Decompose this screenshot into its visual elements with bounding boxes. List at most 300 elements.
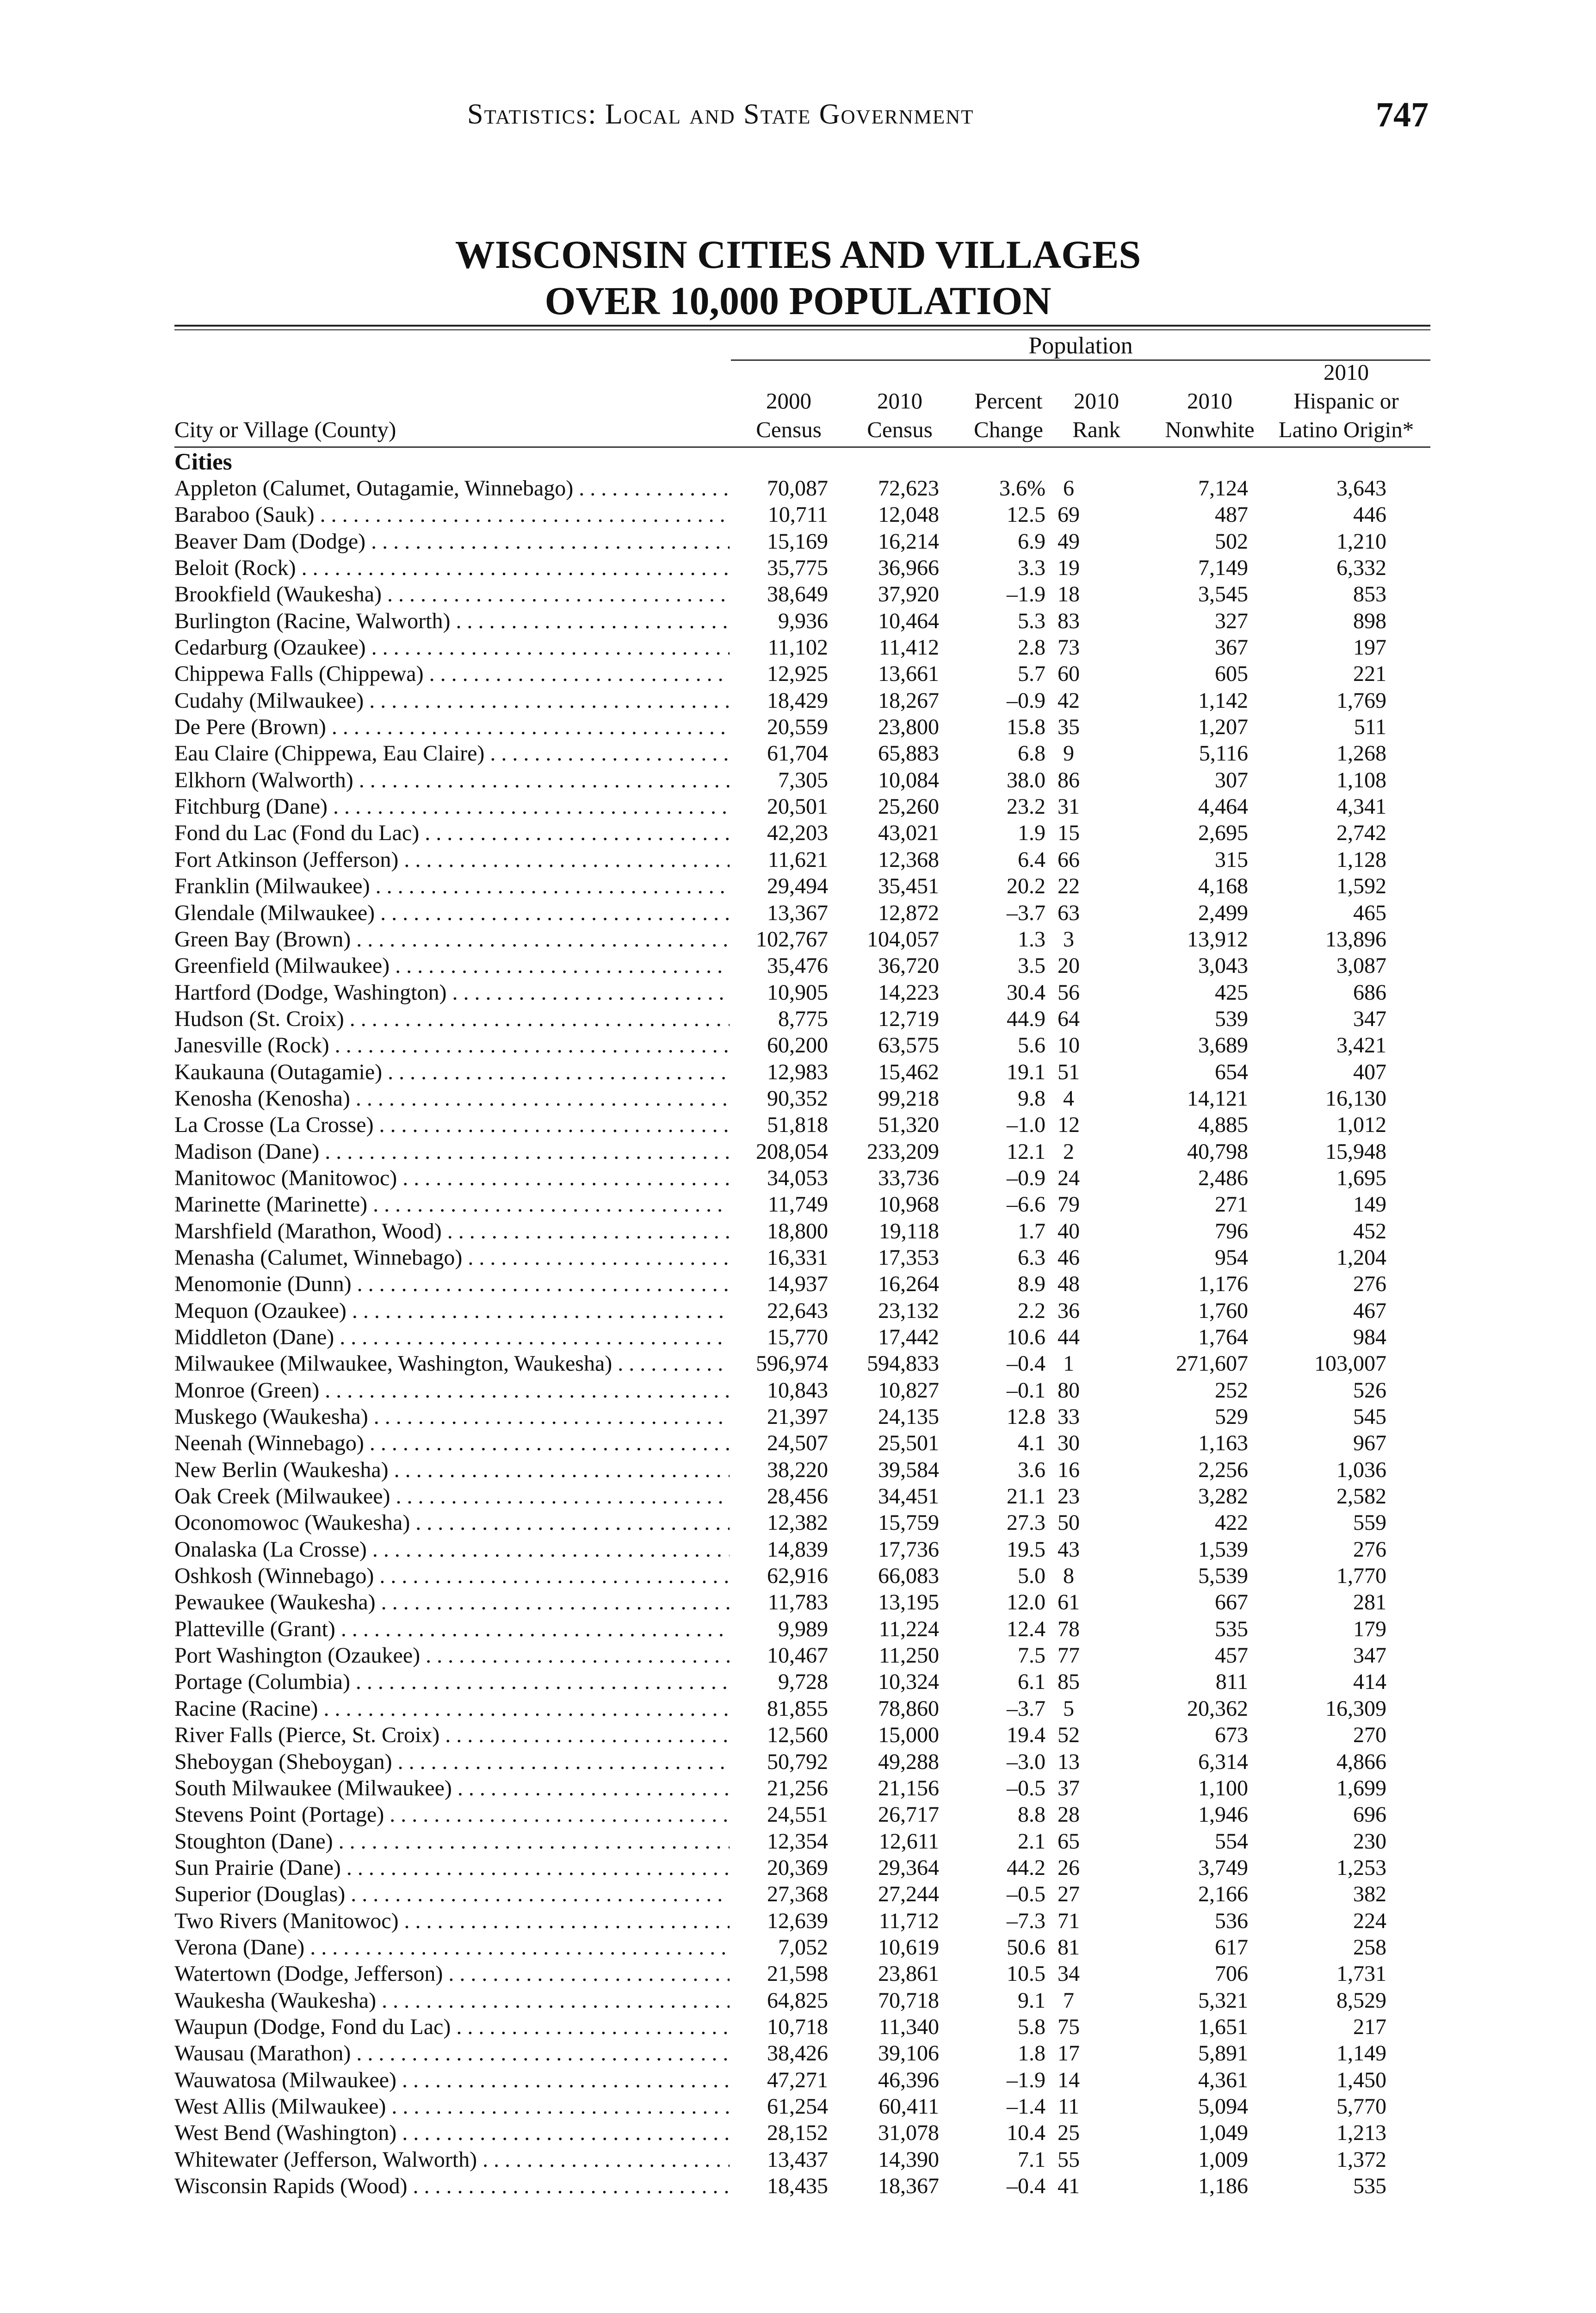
census-2000-cell: 42,203 <box>767 821 828 846</box>
rank-2010-cell: 27 <box>1058 1882 1080 1907</box>
city-name-cell: Muskego (Waukesha) . . . <box>174 1404 730 1430</box>
hispanic-2010-cell: 4,341 <box>1336 794 1386 819</box>
census-2000-cell: 34,053 <box>767 1165 828 1190</box>
census-2010-cell: 34,451 <box>878 1484 939 1509</box>
hispanic-2010-cell: 1,592 <box>1336 874 1386 899</box>
census-2000-cell: 20,369 <box>767 1855 828 1880</box>
census-2000-cell: 60,200 <box>767 1033 828 1058</box>
header-line: 2010 <box>877 388 922 414</box>
nonwhite-2010-cell: 539 <box>1215 1006 1248 1031</box>
percent-change-cell: 1.3 <box>1018 927 1045 952</box>
nonwhite-2010-cell: 5,539 <box>1198 1564 1248 1589</box>
rank-2010-cell: 56 <box>1058 980 1080 1005</box>
rank-2010-cell: 80 <box>1058 1378 1080 1403</box>
nonwhite-2010-cell: 529 <box>1215 1404 1248 1429</box>
census-2000-cell: 61,254 <box>767 2094 828 2119</box>
census-2000-cell: 21,256 <box>767 1775 828 1800</box>
hispanic-2010-cell: 535 <box>1353 2174 1386 2198</box>
rank-2010-cell: 8 <box>1063 1564 1074 1589</box>
percent-change-cell: 5.8 <box>1018 2014 1045 2039</box>
percent-change-cell: 50.6 <box>1007 1935 1045 1960</box>
nonwhite-2010-cell: 667 <box>1215 1590 1248 1615</box>
census-2000-cell: 12,560 <box>767 1723 828 1748</box>
table-row <box>0 1801 1596 1828</box>
census-2010-cell: 13,661 <box>878 662 939 686</box>
census-2000-cell: 38,649 <box>767 582 828 607</box>
hispanic-2010-cell: 407 <box>1353 1059 1386 1084</box>
census-2000-cell: 10,718 <box>767 2014 828 2039</box>
percent-change-cell: 6.9 <box>1018 529 1045 554</box>
hispanic-2010-cell: 1,731 <box>1336 1961 1386 1986</box>
nonwhite-2010-cell: 5,321 <box>1198 1988 1248 2013</box>
header-line: Latino Origin* <box>1278 417 1414 442</box>
city-name-cell: Kenosha (Kenosha) . . . <box>174 1085 730 1112</box>
nonwhite-2010-cell: 4,464 <box>1198 794 1248 819</box>
rank-2010-cell: 79 <box>1058 1192 1080 1217</box>
rank-2010-cell: 14 <box>1058 2067 1080 2092</box>
hispanic-2010-cell: 221 <box>1353 662 1386 686</box>
nonwhite-2010-cell: 3,749 <box>1198 1855 1248 1880</box>
census-2010-cell: 99,218 <box>878 1086 939 1111</box>
hispanic-2010-cell: 217 <box>1353 2014 1386 2039</box>
percent-change-cell: 19.1 <box>1007 1059 1045 1084</box>
hispanic-2010-cell: 984 <box>1353 1325 1386 1349</box>
percent-change-cell: 44.9 <box>1007 1006 1045 1031</box>
column-header-census-2000 <box>749 387 828 444</box>
header-line: Rank <box>1072 417 1120 442</box>
hispanic-2010-cell: 8,529 <box>1336 1988 1386 2013</box>
census-2010-cell: 17,442 <box>878 1325 939 1349</box>
table-row <box>0 1165 1596 1191</box>
table-row <box>0 1616 1596 1642</box>
census-2010-cell: 19,118 <box>878 1218 939 1243</box>
rank-2010-cell: 35 <box>1058 715 1080 740</box>
table-row <box>0 1908 1596 1934</box>
census-2000-cell: 7,305 <box>778 767 828 792</box>
hispanic-2010-cell: 276 <box>1353 1272 1386 1297</box>
nonwhite-2010-cell: 307 <box>1215 767 1248 792</box>
rank-2010-cell: 26 <box>1058 1855 1080 1880</box>
title-line-1: WISCONSIN CITIES AND VILLAGES <box>455 232 1141 277</box>
nonwhite-2010-cell: 6,314 <box>1198 1749 1248 1774</box>
census-2000-cell: 24,507 <box>767 1431 828 1456</box>
census-2000-cell: 15,770 <box>767 1325 828 1349</box>
percent-change-cell: 1.7 <box>1018 1218 1045 1243</box>
hispanic-2010-cell: 1,695 <box>1336 1165 1386 1190</box>
census-2000-cell: 14,937 <box>767 1272 828 1297</box>
city-name-cell: Wisconsin Rapids (Wood) . . . <box>174 2173 730 2199</box>
nonwhite-2010-cell: 5,891 <box>1198 2041 1248 2066</box>
table-row <box>0 1324 1596 1350</box>
census-2010-cell: 12,048 <box>878 502 939 527</box>
census-2000-cell: 81,855 <box>767 1696 828 1721</box>
census-2010-cell: 65,883 <box>878 741 939 766</box>
census-2010-cell: 15,000 <box>878 1723 939 1748</box>
percent-change-cell: 30.4 <box>1007 980 1045 1005</box>
census-2000-cell: 90,352 <box>767 1086 828 1111</box>
percent-change-cell: 10.4 <box>1007 2121 1045 2146</box>
hispanic-2010-cell: 1,253 <box>1336 1855 1386 1880</box>
hispanic-2010-cell: 224 <box>1353 1908 1386 1933</box>
percent-change-cell: –1.9 <box>1007 2067 1045 2092</box>
city-name-cell: Wausau (Marathon) . . . <box>174 2040 730 2066</box>
census-2000-cell: 64,825 <box>767 1988 828 2013</box>
hispanic-2010-cell: 1,108 <box>1336 767 1386 792</box>
table-row <box>0 1059 1596 1085</box>
rank-2010-cell: 6 <box>1063 476 1074 501</box>
running-header: Statistics: Local and State Government <box>467 99 974 130</box>
header-line: Hispanic or <box>1293 388 1399 414</box>
rank-2010-cell: 37 <box>1058 1775 1080 1800</box>
header-line: 2000 <box>766 388 811 414</box>
table-row <box>0 2040 1596 2066</box>
table-row <box>0 1749 1596 1775</box>
rank-2010-cell: 60 <box>1058 662 1080 686</box>
city-name-cell: Oconomowoc (Waukesha) . . . <box>174 1509 730 1536</box>
percent-change-cell: 19.5 <box>1007 1537 1045 1562</box>
rank-2010-cell: 71 <box>1058 1908 1080 1933</box>
rank-2010-cell: 50 <box>1058 1510 1080 1535</box>
nonwhite-2010-cell: 5,116 <box>1199 741 1248 766</box>
census-2000-cell: 35,476 <box>767 953 828 978</box>
city-name-cell: Burlington (Racine, Walworth) . . . <box>174 608 730 634</box>
city-name-cell: Pewaukee (Waukesha) . . . <box>174 1589 730 1615</box>
nonwhite-2010-cell: 1,760 <box>1198 1298 1248 1323</box>
table-row <box>0 1483 1596 1509</box>
census-2010-cell: 17,736 <box>878 1537 939 1562</box>
header-line: Census <box>756 417 822 442</box>
census-2010-cell: 16,264 <box>878 1272 939 1297</box>
census-2010-cell: 14,223 <box>878 980 939 1005</box>
section-heading-cities: Cities <box>174 449 232 475</box>
table-row <box>0 528 1596 555</box>
nonwhite-2010-cell: 7,149 <box>1198 556 1248 581</box>
city-name-cell: Marshfield (Marathon, Wood) . . . <box>174 1218 730 1244</box>
census-2010-cell: 37,920 <box>878 582 939 607</box>
percent-change-cell: –0.9 <box>1007 1165 1045 1190</box>
nonwhite-2010-cell: 605 <box>1215 662 1248 686</box>
rank-2010-cell: 48 <box>1058 1272 1080 1297</box>
city-name-cell: River Falls (Pierce, St. Croix) . . . <box>174 1722 730 1748</box>
city-name-cell: Two Rivers (Manitowoc) . . . <box>174 1908 730 1934</box>
nonwhite-2010-cell: 7,124 <box>1198 476 1248 501</box>
city-name-cell: Superior (Douglas) . . . <box>174 1881 730 1907</box>
census-2010-cell: 25,501 <box>878 1431 939 1456</box>
hispanic-2010-cell: 1,770 <box>1336 1564 1386 1589</box>
census-2000-cell: 11,783 <box>767 1590 828 1615</box>
nonwhite-2010-cell: 1,539 <box>1198 1537 1248 1562</box>
hispanic-2010-cell: 3,643 <box>1336 476 1386 501</box>
percent-change-cell: 3.5 <box>1018 953 1045 978</box>
hispanic-2010-cell: 1,149 <box>1336 2041 1386 2066</box>
hispanic-2010-cell: 467 <box>1353 1298 1386 1323</box>
percent-change-cell: –0.5 <box>1007 1882 1045 1907</box>
city-name-cell: Cedarburg (Ozaukee) . . . <box>174 634 730 661</box>
percent-change-cell: 5.3 <box>1018 608 1045 633</box>
table-row <box>0 1960 1596 1987</box>
percent-change-cell: –0.5 <box>1007 1775 1045 1800</box>
rank-2010-cell: 7 <box>1063 1988 1074 2013</box>
nonwhite-2010-cell: 1,100 <box>1198 1775 1248 1800</box>
hispanic-2010-cell: 853 <box>1353 582 1386 607</box>
nonwhite-2010-cell: 1,764 <box>1198 1325 1248 1349</box>
table-row <box>0 1775 1596 1801</box>
city-name-cell: Green Bay (Brown) . . . <box>174 926 730 952</box>
table-row <box>0 793 1596 820</box>
hispanic-2010-cell: 270 <box>1353 1723 1386 1748</box>
census-2010-cell: 12,611 <box>878 1829 939 1854</box>
nonwhite-2010-cell: 1,049 <box>1198 2121 1248 2146</box>
percent-change-cell: 7.5 <box>1018 1643 1045 1668</box>
city-name-cell: Beloit (Rock) . . . <box>174 555 730 581</box>
census-2010-cell: 36,966 <box>878 556 939 581</box>
city-name-cell: Whitewater (Jefferson, Walworth) . . . <box>174 2146 730 2173</box>
title-line-2: OVER 10,000 POPULATION <box>544 278 1052 323</box>
census-2000-cell: 24,551 <box>767 1802 828 1827</box>
census-2010-cell: 49,288 <box>878 1749 939 1774</box>
hispanic-2010-cell: 1,128 <box>1336 847 1386 872</box>
rank-2010-cell: 63 <box>1058 900 1080 925</box>
census-2000-cell: 18,435 <box>767 2174 828 2198</box>
nonwhite-2010-cell: 2,695 <box>1198 821 1248 846</box>
nonwhite-2010-cell: 4,885 <box>1198 1113 1248 1138</box>
census-2010-cell: 70,718 <box>878 1988 939 2013</box>
rank-2010-cell: 17 <box>1058 2041 1080 2066</box>
table-row <box>0 1855 1596 1881</box>
table-row <box>0 952 1596 979</box>
percent-change-cell: 27.3 <box>1007 1510 1045 1535</box>
percent-change-cell: 2.2 <box>1018 1298 1045 1323</box>
city-name-cell: Fitchburg (Dane) . . . <box>174 793 730 820</box>
rank-2010-cell: 66 <box>1058 847 1080 872</box>
census-2000-cell: 35,775 <box>767 556 828 581</box>
hispanic-2010-cell: 258 <box>1353 1935 1386 1960</box>
hispanic-2010-cell: 197 <box>1353 635 1386 660</box>
census-2000-cell: 51,818 <box>767 1113 828 1138</box>
nonwhite-2010-cell: 4,361 <box>1198 2067 1248 2092</box>
percent-change-cell: –3.7 <box>1007 1696 1045 1721</box>
nonwhite-2010-cell: 40,798 <box>1187 1139 1248 1164</box>
percent-change-cell: 9.8 <box>1018 1086 1045 1111</box>
census-2000-cell: 10,843 <box>767 1378 828 1403</box>
rank-2010-cell: 20 <box>1058 953 1080 978</box>
percent-change-cell: –7.3 <box>1007 1908 1045 1933</box>
census-2000-cell: 38,220 <box>767 1457 828 1482</box>
hispanic-2010-cell: 1,210 <box>1336 529 1386 554</box>
census-2010-cell: 39,106 <box>878 2041 939 2066</box>
hispanic-2010-cell: 281 <box>1353 1590 1386 1615</box>
nonwhite-2010-cell: 3,689 <box>1198 1033 1248 1058</box>
rank-2010-cell: 40 <box>1058 1218 1080 1243</box>
percent-change-cell: –6.6 <box>1007 1192 1045 1217</box>
city-name-cell: Appleton (Calumet, Outagamie, Winnebago) . . . <box>174 475 730 501</box>
percent-change-cell: 4.1 <box>1018 1431 1045 1456</box>
city-name-cell: West Allis (Milwaukee) . . . <box>174 2093 730 2120</box>
nonwhite-2010-cell: 13,912 <box>1187 927 1248 952</box>
city-name-cell: New Berlin (Waukesha) . . . <box>174 1457 730 1483</box>
nonwhite-2010-cell: 617 <box>1215 1935 1248 1960</box>
city-name-cell: Marinette (Marinette) . . . <box>174 1191 730 1218</box>
census-2000-cell: 596,974 <box>756 1351 828 1376</box>
hispanic-2010-cell: 1,036 <box>1336 1457 1386 1482</box>
census-2010-cell: 33,736 <box>878 1165 939 1190</box>
census-2000-cell: 20,501 <box>767 794 828 819</box>
census-2010-cell: 72,623 <box>878 476 939 501</box>
census-2010-cell: 27,244 <box>878 1882 939 1907</box>
percent-change-cell: 1.9 <box>1018 821 1045 846</box>
table-body <box>0 475 1596 2199</box>
table-row <box>0 1934 1596 1960</box>
census-2010-cell: 104,057 <box>867 927 939 952</box>
census-2000-cell: 12,354 <box>767 1829 828 1854</box>
nonwhite-2010-cell: 1,946 <box>1198 1802 1248 1827</box>
nonwhite-2010-cell: 811 <box>1215 1670 1248 1695</box>
percent-change-cell: 21.1 <box>1007 1484 1045 1509</box>
table-row <box>0 1430 1596 1456</box>
census-2000-cell: 11,749 <box>767 1192 828 1217</box>
rank-2010-cell: 31 <box>1058 794 1080 819</box>
rank-2010-cell: 85 <box>1058 1670 1080 1695</box>
rank-2010-cell: 46 <box>1058 1245 1080 1270</box>
rank-2010-cell: 13 <box>1058 1749 1080 1774</box>
city-name-cell: Onalaska (La Crosse) . . . <box>174 1536 730 1563</box>
rank-2010-cell: 12 <box>1058 1113 1080 1138</box>
census-2010-cell: 46,396 <box>878 2067 939 2092</box>
rank-2010-cell: 86 <box>1058 767 1080 792</box>
census-2010-cell: 15,462 <box>878 1059 939 1084</box>
hispanic-2010-cell: 179 <box>1353 1616 1386 1641</box>
column-header-percent-change <box>962 387 1055 444</box>
nonwhite-2010-cell: 487 <box>1215 502 1248 527</box>
census-2000-cell: 29,494 <box>767 874 828 899</box>
census-2010-cell: 11,712 <box>878 1908 939 1933</box>
city-name-cell: Glendale (Milwaukee) . . . <box>174 900 730 926</box>
city-name-cell: Kaukauna (Outagamie) . . . <box>174 1059 730 1085</box>
hispanic-2010-cell: 1,213 <box>1336 2121 1386 2146</box>
table-row <box>0 1191 1596 1218</box>
city-name-cell: West Bend (Washington) . . . <box>174 2120 730 2146</box>
table-row <box>0 2146 1596 2173</box>
census-2000-cell: 62,916 <box>767 1564 828 1589</box>
hispanic-2010-cell: 696 <box>1353 1802 1386 1827</box>
percent-change-cell: 12.8 <box>1007 1404 1045 1429</box>
table-row <box>0 926 1596 952</box>
hispanic-2010-cell: 465 <box>1353 900 1386 925</box>
percent-change-cell: 5.7 <box>1018 662 1045 686</box>
table-row <box>0 1987 1596 2014</box>
hispanic-2010-cell: 898 <box>1353 608 1386 633</box>
percent-change-cell: 1.8 <box>1018 2041 1045 2066</box>
rank-2010-cell: 10 <box>1058 1033 1080 1058</box>
rank-2010-cell: 30 <box>1058 1431 1080 1456</box>
hispanic-2010-cell: 5,770 <box>1336 2094 1386 2119</box>
city-name-cell: Janesville (Rock) . . . <box>174 1032 730 1058</box>
nonwhite-2010-cell: 422 <box>1215 1510 1248 1535</box>
census-2000-cell: 38,426 <box>767 2041 828 2066</box>
percent-change-cell: –1.4 <box>1007 2094 1045 2119</box>
rank-2010-cell: 28 <box>1058 1802 1080 1827</box>
hispanic-2010-cell: 347 <box>1353 1643 1386 1668</box>
rank-2010-cell: 3 <box>1063 927 1074 952</box>
city-name-cell: La Crosse (La Crosse) . . . <box>174 1112 730 1138</box>
hispanic-2010-cell: 1,268 <box>1336 741 1386 766</box>
hispanic-2010-cell: 103,007 <box>1314 1351 1386 1376</box>
census-2010-cell: 31,078 <box>878 2121 939 2146</box>
nonwhite-2010-cell: 1,009 <box>1198 2147 1248 2172</box>
percent-change-cell: 12.5 <box>1007 502 1045 527</box>
census-2000-cell: 208,054 <box>756 1139 828 1164</box>
table-row <box>0 1298 1596 1324</box>
hispanic-2010-cell: 149 <box>1353 1192 1386 1217</box>
rank-2010-cell: 5 <box>1063 1696 1074 1721</box>
table-row <box>0 847 1596 873</box>
hispanic-2010-cell: 3,087 <box>1336 953 1386 978</box>
percent-change-cell: 6.4 <box>1018 847 1045 872</box>
census-2010-cell: 23,800 <box>878 715 939 740</box>
table-row <box>0 740 1596 767</box>
percent-change-cell: 8.8 <box>1018 1802 1045 1827</box>
hispanic-2010-cell: 2,582 <box>1336 1484 1386 1509</box>
nonwhite-2010-cell: 796 <box>1215 1218 1248 1243</box>
header-line: Nonwhite <box>1165 417 1255 442</box>
hispanic-2010-cell: 967 <box>1353 1431 1386 1456</box>
census-2010-cell: 12,368 <box>878 847 939 872</box>
nonwhite-2010-cell: 1,207 <box>1198 715 1248 740</box>
census-2000-cell: 12,925 <box>767 662 828 686</box>
table-row <box>0 555 1596 581</box>
hispanic-2010-cell: 16,309 <box>1325 1696 1386 1721</box>
rank-2010-cell: 55 <box>1058 2147 1080 2172</box>
census-2000-cell: 12,382 <box>767 1510 828 1535</box>
table-row <box>0 475 1596 501</box>
city-name-cell: Fond du Lac (Fond du Lac) . . . <box>174 820 730 846</box>
census-2010-cell: 18,367 <box>878 2174 939 2198</box>
nonwhite-2010-cell: 1,163 <box>1198 1431 1248 1456</box>
rank-2010-cell: 22 <box>1058 874 1080 899</box>
city-name-cell: Eau Claire (Chippewa, Eau Claire) . . . <box>174 740 730 767</box>
rank-2010-cell: 11 <box>1058 2094 1080 2119</box>
table-row <box>0 1271 1596 1297</box>
table-row <box>0 873 1596 899</box>
table-row <box>0 1695 1596 1722</box>
percent-change-cell: 15.8 <box>1007 715 1045 740</box>
rank-2010-cell: 65 <box>1058 1829 1080 1854</box>
table-row <box>0 820 1596 846</box>
column-header-rank <box>1057 387 1136 444</box>
table-row <box>0 767 1596 793</box>
census-2010-cell: 26,717 <box>878 1802 939 1827</box>
percent-change-cell: –1.9 <box>1007 582 1045 607</box>
table-row <box>0 1589 1596 1615</box>
percent-change-cell: 3.6 <box>1018 1457 1045 1482</box>
census-2000-cell: 20,559 <box>767 715 828 740</box>
top-rule-thin <box>174 329 1430 330</box>
city-name-cell: Brookfield (Waukesha) . . . <box>174 581 730 607</box>
table-row <box>0 1006 1596 1032</box>
census-2010-cell: 25,260 <box>878 794 939 819</box>
census-2010-cell: 36,720 <box>878 953 939 978</box>
rank-2010-cell: 49 <box>1058 529 1080 554</box>
table-row <box>0 2120 1596 2146</box>
city-name-cell: Manitowoc (Manitowoc) . . . <box>174 1165 730 1191</box>
city-name-cell: Madison (Dane) . . . <box>174 1138 730 1165</box>
hispanic-2010-cell: 1,372 <box>1336 2147 1386 2172</box>
table-row <box>0 1112 1596 1138</box>
nonwhite-2010-cell: 271 <box>1215 1192 1248 1217</box>
census-2000-cell: 70,087 <box>767 476 828 501</box>
table-row <box>0 900 1596 926</box>
census-2000-cell: 21,397 <box>767 1404 828 1429</box>
